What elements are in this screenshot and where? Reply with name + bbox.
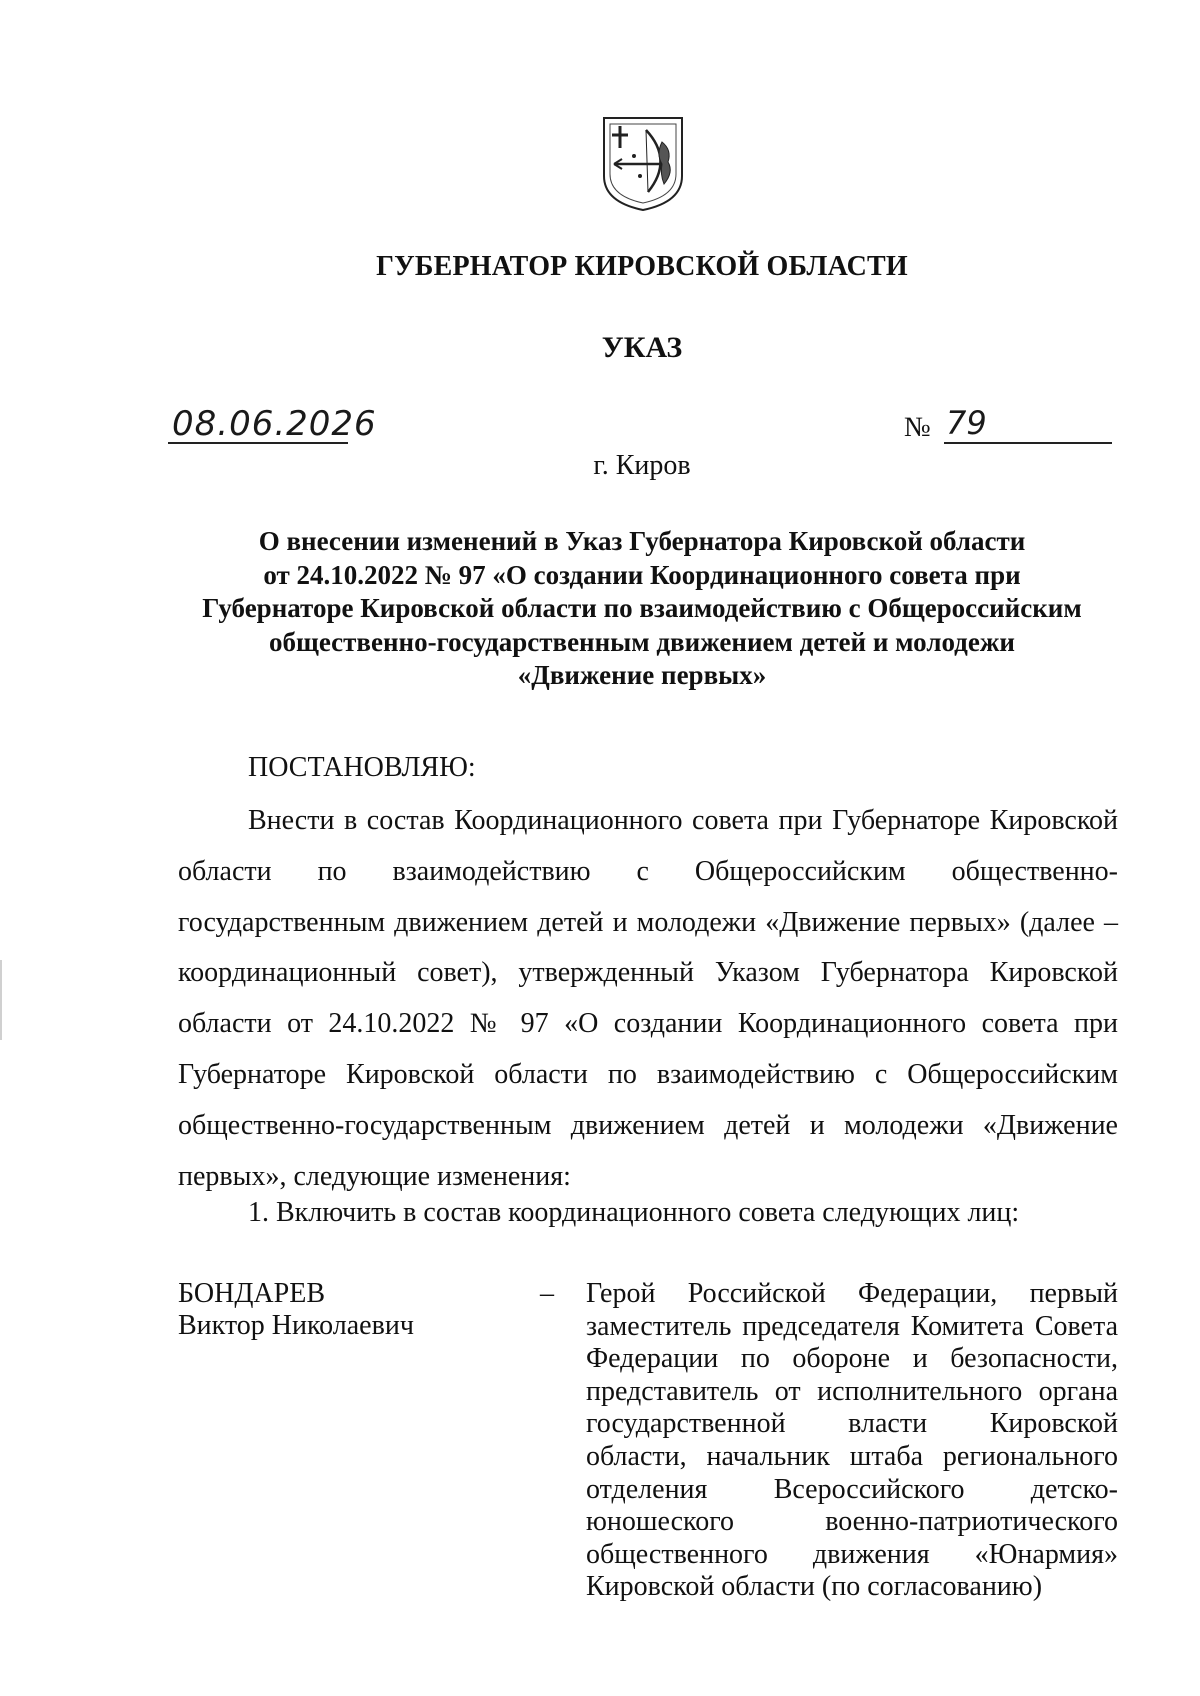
- document-kind: УКАЗ: [601, 331, 683, 364]
- description-line: заместитель председателя Комитета Совета: [586, 1310, 1118, 1342]
- description-line: Кировской области (по согласованию): [586, 1571, 1043, 1603]
- date-underline: [168, 442, 348, 444]
- description-line: Герой Российской Федерации, первый: [586, 1278, 1118, 1309]
- number-sign: №: [904, 412, 931, 443]
- issuer-title: ГУБЕРНАТОР КИРОВСКОЙ ОБЛАСТИ: [376, 251, 908, 282]
- handwritten-number: 79: [946, 404, 987, 442]
- item-1: 1. Включить в состав координационного совета следующих лиц:: [248, 1197, 1020, 1228]
- subject-line: О внесении изменений в Указ Губернатора Кировской области: [258, 526, 1026, 556]
- main-paragraph: Внести в состав Координационного совета при Губернаторе Кировской области по взаимодействию с Общероссийским общественно-государственным движением детей и молодежи «Движение первых» (далее – координационный совет), утвержденный Указом Губернатора Кировской области от 24.10.2022 № 97 «О создании Координационного совета при Губернаторе Кировской области по взаимодействию с Общероссийским общественно-государственным движением детей и молодежи «Движение первых», следующие изменения:: [178, 805, 1118, 1192]
- scan-edge-mark: [0, 960, 2, 1040]
- member-given-name: Виктор Николаевич: [178, 1310, 414, 1341]
- subject-line: общественно-государственным движением детей и молодежи: [269, 626, 1015, 657]
- document-number: [904, 404, 1114, 444]
- handwritten-date: 08.06.2026: [172, 404, 377, 444]
- member-surname: БОНДАРЕВ: [178, 1278, 325, 1309]
- description-line: юношеского военно-патриотического: [586, 1506, 1118, 1538]
- description-line: государственной власти Кировской: [586, 1408, 1118, 1440]
- resolve-heading: ПОСТАНОВЛЯЮ:: [248, 752, 476, 783]
- member-dash: –: [540, 1278, 554, 1309]
- description-line: Федерации по обороне и безопасности,: [586, 1343, 1118, 1375]
- description-line: отделения Всероссийского детско-: [586, 1473, 1118, 1505]
- subject-line: «Движение первых»: [517, 660, 767, 690]
- description-line: представитель от исполнительного органа: [586, 1375, 1118, 1407]
- member-name: [178, 1278, 414, 1342]
- member-description: [586, 1278, 1118, 1604]
- subject-line: Губернаторе Кировской области по взаимодействию с Общероссийским: [202, 593, 1082, 623]
- city: г. Киров: [593, 450, 691, 481]
- description-line: области, начальник штаба регионального: [586, 1440, 1118, 1472]
- kirov-coat-of-arms-icon: [600, 114, 686, 214]
- subject-line: от 24.10.2022 № 97 «О создании Координационного совета при: [263, 559, 1021, 590]
- number-underline: [944, 442, 1112, 444]
- decree-subject: [150, 525, 1134, 693]
- description-line: общественного движения «Юнармия»: [586, 1538, 1118, 1570]
